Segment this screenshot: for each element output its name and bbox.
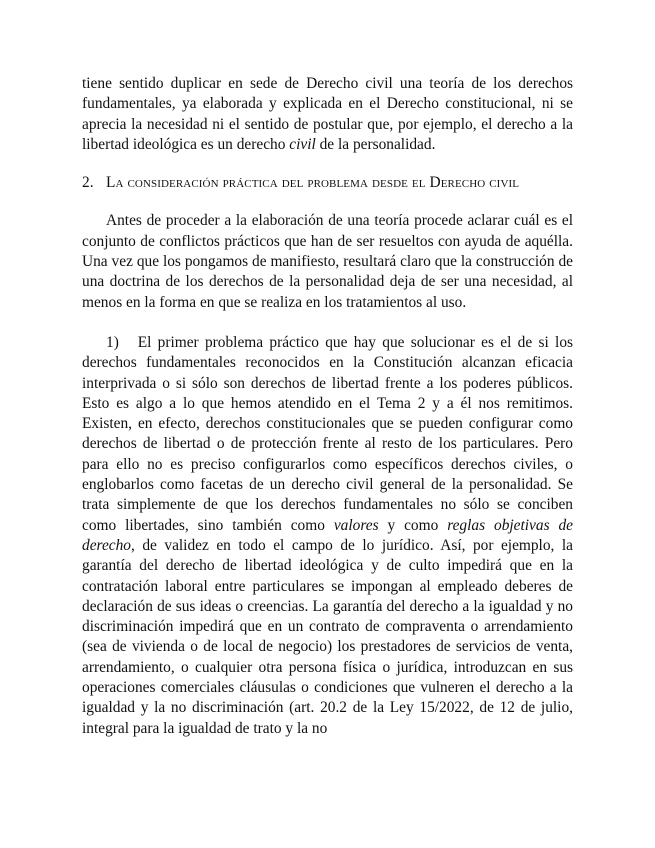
document-page	[82, 74, 573, 739]
section-title: La consideración práctica del problema desde el Derecho civil	[106, 174, 520, 192]
paragraph-first-problem-text-1: 1) El primer problema práctico que hay que solucionar es el de si los derechos fundamentales reconocidos en la Constitución alcanzan eficacia interprivada o si sólo son derechos de libertad frente a los poderes públicos. Esto es algo a lo que hemos atendido en el Tema 2 y a él nos remitimos. Existen, en efecto, derechos constitucionales que se pueden configurar como derechos de libertad o de protección frente al resto de los particulares. Pero para ello no es preciso configurarlos como específicos derechos civiles, o englobarlos como facetas de un derecho civil general de la personalidad. Se trata simplemente de que los derechos fundamentales no sólo se conciben como libertades, sino también como	[82, 333, 573, 534]
intro-text-end: de la personalidad.	[315, 135, 436, 153]
paragraph-first-problem	[82, 333, 573, 739]
intro-italic-civil: civil	[289, 135, 316, 153]
paragraph-first-problem-text-3: , de validez en todo el campo de lo jurídico. Así, por ejemplo, la garantía del derecho de libertad ideológica y de culto impedirá que en la contratación laboral entre particulares se impongan al empleado deberes de declaración de sus ideas o creencias. La garantía del derecho a la igualdad y no discriminación impedirá que en un contrato de compraventa o arrendamiento (sea de vivienda o de local de negocio) los prestadores de servicios de venta, arrendamiento, o cualquier otra persona física o jurídica, introduzcan en sus operaciones comerciales cláusulas o condiciones que vulneren el derecho a la igualdad y la no discriminación (art. 20.2 de la Ley 15/2022, de 12 de julio, integral para la igualdad de trato y la no	[82, 536, 573, 737]
italic-reglas-objetivas: reglas objetivas de derecho	[82, 516, 573, 554]
intro-paragraph	[82, 74, 573, 155]
intro-text-start: tiene sentido duplicar en sede de Derecho civil una teoría de los derechos fundamentales, ya elaborada y explicada en el Derecho constitucional, ni se aprecia la necesidad ni el sentido de postular que, por ejemplo, el derecho a la libertad ideológica es un derecho	[82, 75, 573, 153]
paragraph-first-problem-text-2: y como	[378, 516, 448, 534]
paragraph-conflicts: Antes de proceder a la elaboración de una teoría procede aclarar cuál es el conjunto de conflictos prácticos que han de ser resueltos con ayuda de aquélla. Una vez que los pongamos de manifiesto, resultará claro que la construcción de una doctrina de los derechos de la personalidad deja de ser una necesidad, al menos en la forma en que se realiza en los tratamientos al uso.	[82, 212, 573, 311]
section-number: 2.	[82, 174, 94, 192]
italic-valores: valores	[333, 516, 379, 534]
section-heading	[82, 173, 573, 193]
paragraph-spacer	[82, 313, 573, 333]
